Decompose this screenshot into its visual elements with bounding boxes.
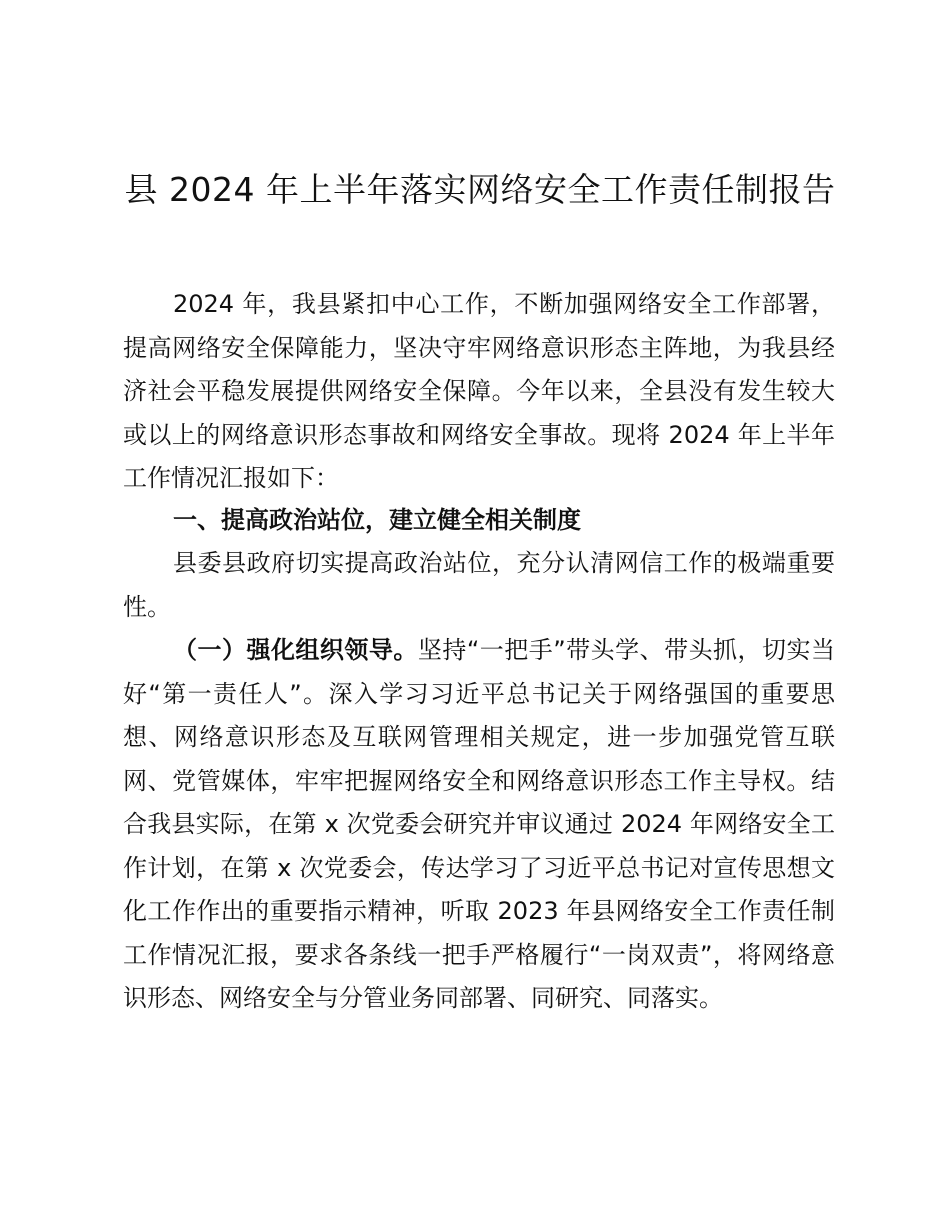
intro-paragraph: 2024 年，我县紧扣中心工作，不断加强网络安全工作部署，提高网络安全保障能力，坚决守牢网络意识形态主阵地，为我县经济社会平稳发展提供网络安全保障。今年以来，全县没有发生较大或以上的网络意识形态事故和网络安全事故。现将 2024 年上半年工作情况汇报如下： [123,290,835,492]
paragraph-body-text: 坚持“一把手”带头学、带头抓，切实当好“第一责任人”。深入学习习近平总书记关于网络强国的重要思想、网络意识形态及互联网管理相关规定，进一步加强党管互联网、党管媒体，牢牢把握网络安全和网络意识形态工作主导权。结合我县实际，在第 x 次党委会研究并审议通过 2024 年网络安全工作计划，在第 x 次党委会，传达学习了习近平总书记对宣传思想文化工作作出的重要指示精神，听取 2023 年县网络安全工作责任制工作情况汇报，要求各条线一把手严格履行“一岗双责”，将网络意识形态、网络安全与分管业务同部署、同研究、同落实。 [123,636,836,1012]
document-title: 县 2024 年上半年落实网络安全工作责任制报告 [124,170,836,209]
organization-leadership-paragraph [123,629,835,1021]
section-heading: 一、提高政治站位，建立健全相关制度 [173,506,581,534]
section-intro-paragraph: 县委县政府切实提高政治站位，充分认清网信工作的极端重要性。 [123,549,835,621]
paragraph-lead-heading: （一）强化组织领导。 [173,636,418,664]
